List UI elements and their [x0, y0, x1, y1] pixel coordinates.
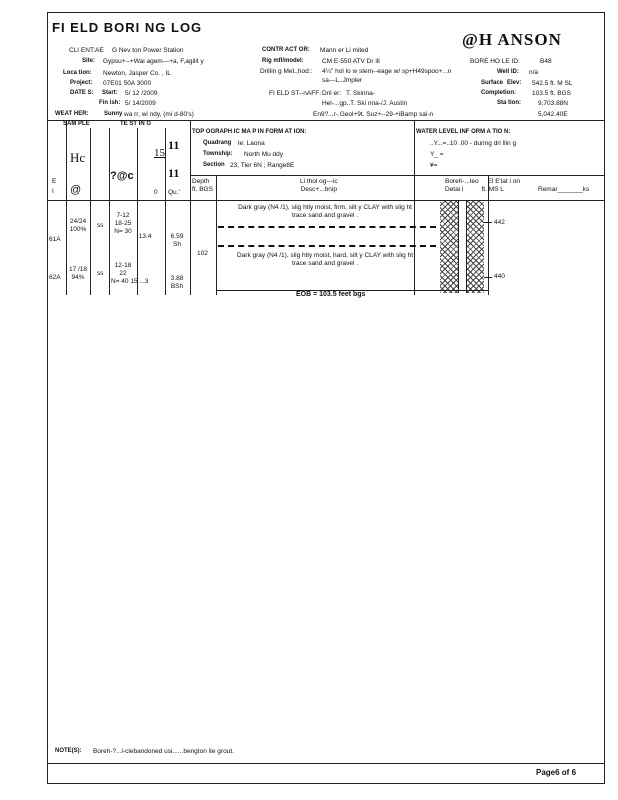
station-value-2: 5,042.40E [538, 111, 568, 118]
driller-label: Dril er: [322, 90, 342, 97]
log-sheet [47, 12, 605, 784]
sample-qu-unit-2: BSh [170, 283, 184, 290]
field-staff-label: FI ELD ST--nAFF: [269, 90, 322, 97]
township-label: Township: [203, 151, 233, 157]
site-value: Gypsu+--+Wai agem---+a, F,agilit y [103, 58, 204, 65]
well-id-label: Well ID: [497, 69, 519, 75]
completion-value: 103.5 ft. BGS [532, 90, 572, 97]
drilling-method-label: Drillin g Met.,hod:: [260, 68, 313, 75]
sample-blows-2: 12-18 [114, 262, 132, 269]
project-label: Project: [70, 80, 93, 86]
boring-id-label: BORE HO LE ID: [470, 58, 520, 65]
client-value: G Nev ton Power Station [112, 47, 184, 54]
site-label: Site: [82, 58, 96, 64]
drilling-method-value: 4¼" hol lo w stem--eage w/ sp+H49spoo+...n [322, 68, 452, 75]
sample-moisture-1: 13.4 [138, 233, 152, 240]
contact-line-1 [218, 226, 436, 228]
sample-id-2: 62A [49, 274, 61, 281]
log-title: FI ELD BORI NG LOG [52, 20, 203, 35]
project-value: 07E01 50A 3000 [103, 80, 152, 87]
depth-header: Depth ft. BGS [192, 178, 213, 193]
contractor-label: CONTR ACT OR: [262, 47, 310, 53]
sample-qu-unit-1: Sh [173, 241, 181, 248]
rig-value: CM E-550 ATV Dr ill [322, 58, 380, 65]
sample-qu-2: 3.88 [170, 275, 184, 282]
weather-key: Sunny [104, 111, 123, 117]
sample-blows-1b: 18-25 [114, 220, 132, 227]
borehole-detail-header: Boreh-...leo El E'lat i on Detai l ft. MS L [445, 178, 520, 193]
boring-id-value: B48 [540, 58, 552, 65]
sample-blows-2b: 22 [119, 270, 127, 277]
column-e: E [52, 178, 57, 185]
well-id-value: n/a [529, 69, 539, 76]
column-number: ?@c [110, 170, 134, 182]
sample-recovery-pct-2: 94% [71, 274, 85, 281]
page-number: Page6 of 6 [536, 768, 577, 777]
casing-annulus [459, 201, 466, 293]
weather-label: WEAT HER: [55, 111, 89, 117]
column-at: @ [70, 184, 82, 196]
notes-label: NOTE(S): [55, 748, 82, 754]
water-level-line-1: ..Y...=..10 .00 - during dri llin g [430, 140, 517, 147]
section-value: 23, Tier 6N ; Range8E [230, 162, 295, 169]
finish-value: 5/ 14/2009 [125, 100, 156, 107]
contact-line-2 [218, 245, 436, 247]
company-logo: @H ANSON [462, 30, 562, 49]
completion-label: Completion: [481, 90, 516, 96]
location-value: Newton, Jasper Co. , IL [103, 70, 171, 77]
lithology-description-2: Dark gray (N4 /1), slig htly moist, hard, silt y CLAY with slig ht trace sand and gravel . [236, 252, 414, 267]
township-value: North Mu ddy [244, 151, 284, 158]
client-label: CLI ENT:AE [69, 47, 104, 54]
sample-depth-2: 102 [197, 250, 208, 257]
column-11a: 11 [168, 138, 180, 152]
column-11b: 11 [168, 166, 180, 180]
sample-recovery-1: 24/24 [69, 218, 87, 225]
sample-recovery-2: 17 /18 [68, 266, 88, 273]
sample-blows-1: 7-12 [116, 212, 130, 219]
remarks-header: Remar_______ks [538, 186, 590, 193]
surface-label: Surface [481, 80, 504, 86]
sample-qu-1: 6.59 [170, 233, 184, 240]
section-label: Section [203, 162, 225, 168]
drilling-method-value-2: sa---L..Jmpler [322, 77, 363, 84]
contractor-value: Mann er Li mited [320, 47, 369, 54]
sample-header: SAM PLE [63, 121, 90, 127]
lithology-header: Li thol og---ic Desc+...bnip [300, 178, 338, 193]
sample-n-value-1: N= 30 [114, 228, 132, 235]
column-15: 15 [154, 147, 165, 159]
weather-value: wa rr, wi ndy, (mi d-80's) [124, 111, 194, 118]
dates-label: DATE S: [70, 90, 94, 96]
finish-label: Fin ish: [99, 100, 121, 106]
elevation-tick-1: 442 [494, 219, 505, 226]
quadrangle-label: Quadrang [203, 140, 232, 146]
column-l: I [52, 188, 54, 195]
sample-recovery-pct-1: 100% [69, 226, 87, 233]
rig-label: Rig mfl/model: [262, 58, 304, 64]
column-percent: 0 [154, 189, 158, 196]
sample-id-1: 61A [49, 236, 61, 243]
testing-header: TE ST IN G [120, 121, 152, 127]
start-value: 5/ 12 /2009 [125, 90, 158, 97]
elevation-value: 542.5 ft. M SL [532, 80, 573, 87]
water-level-line-2: Y_ = [430, 151, 444, 158]
station-value: 9,703.88N [538, 100, 568, 107]
start-label: Start: [102, 90, 118, 96]
elevation-tick-2: 440 [494, 273, 505, 280]
water-level-header: WATER LEVEL INF ORM A TIO N: [416, 129, 511, 135]
sample-type-1: ss [97, 222, 104, 229]
sample-n-value-2: N= 40 15 ...3 [111, 278, 149, 285]
sample-type-2: ss [97, 270, 104, 277]
column-qu: Qu.' [168, 189, 180, 196]
driller-value: T. Skinna- [346, 90, 375, 97]
column-hc: Hc [70, 150, 86, 165]
location-label: Loca tion: [63, 70, 92, 76]
engineer-value: En9?...r-.Geol+9t. Suz+--29-+iBamp sai-n [313, 111, 434, 118]
helper-value: Hel-...gp..T. Ski nna-/J. Austin [322, 100, 408, 107]
lithology-description-1: Dark gray (N4 /1), slig htly moist, firm, silt y CLAY with slig ht trace sand and gravel . [238, 204, 412, 219]
elevation-label: Elev: [507, 80, 522, 86]
water-level-line-3: ¥= [430, 162, 438, 169]
end-of-boring: EOB = 103.5 feet bgs [296, 291, 366, 298]
station-label: Sta tion: [497, 100, 521, 106]
notes-value: Boreh-?...l-clebandoned usi......bengton ite grout. [93, 748, 234, 755]
quadrangle-value: le: Laona [238, 140, 265, 147]
topo-header: TOP OGRAPH IC MA P IN FORM AT ION: [192, 129, 307, 135]
